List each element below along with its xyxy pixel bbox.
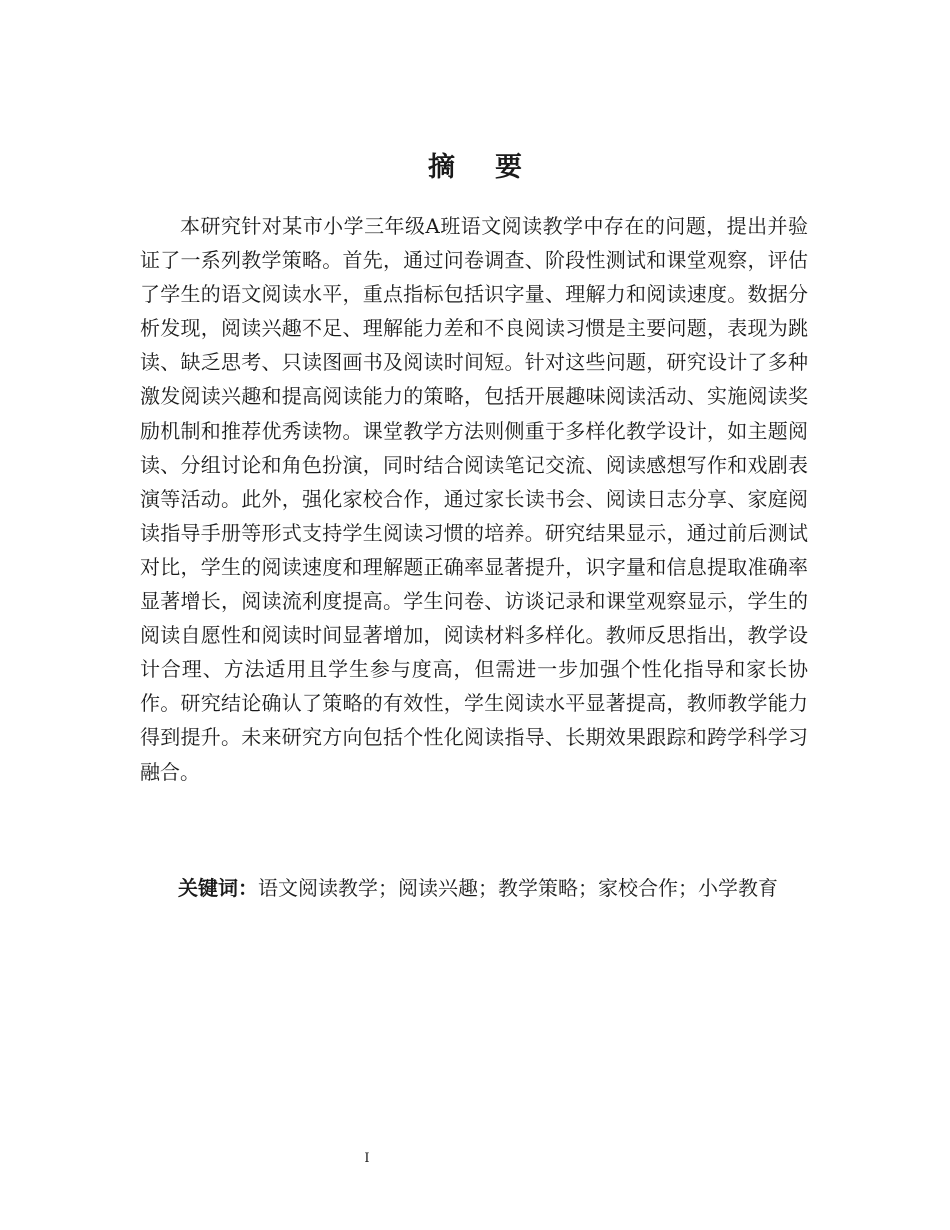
title-char-1: 摘 [428,152,455,183]
page-number: I [364,1151,370,1166]
abstract-paragraph: 本研究针对某市小学三年级A班语文阅读教学中存在的问题，提出并验证了一系列教学策略。首先，通过问卷调查、阶段性测试和课堂观察，评估了学生的语文阅读水平，重点指标包括识字量、理解力和阅读速度。数据分析发现，阅读兴趣不足、理解能力差和不良阅读习惯是主要问题，表现为跳读、缺乏思考、只读图画书及阅读时间短。针对这些问题，研究设计了多种激发阅读兴趣和提高阅读能力的策略，包括开展趣味阅读活动、实施阅读奖励机制和推荐优秀读物。课堂教学方法则侧重于多样化教学设计，如主题阅读、分组讨论和角色扮演，同时结合阅读笔记交流、阅读感想写作和戏剧表演等活动。此外，强化家校合作，通过家长读书会、阅读日志分享、家庭阅读指导手册等形式支持学生阅读习惯的培养。研究结果显示，通过前后测试对比，学生的阅读速度和理解题正确率显著提升，识字量和信息提取准确率显著增长，阅读流利度提高。学生问卷、访谈记录和课堂观察显示，学生的阅读自愿性和阅读时间显著增加，阅读材料多样化。教师反思指出，教学设计合理、方法适用且学生参与度高，但需进一步加强个性化指导和家长协作。研究结论确认了策略的有效性，学生阅读水平显著提高，教师教学能力得到提升。未来研究方向包括个性化阅读指导、长期效果跟踪和跨学科学习融合。 [140,214,808,784]
page-title [0,150,950,186]
keywords-label: 关键词： [178,876,258,900]
keywords-line [140,871,808,905]
keywords-list: 语文阅读教学；阅读兴趣；教学策略；家校合作；小学教育 [258,876,778,900]
title-char-2: 要 [495,152,522,183]
